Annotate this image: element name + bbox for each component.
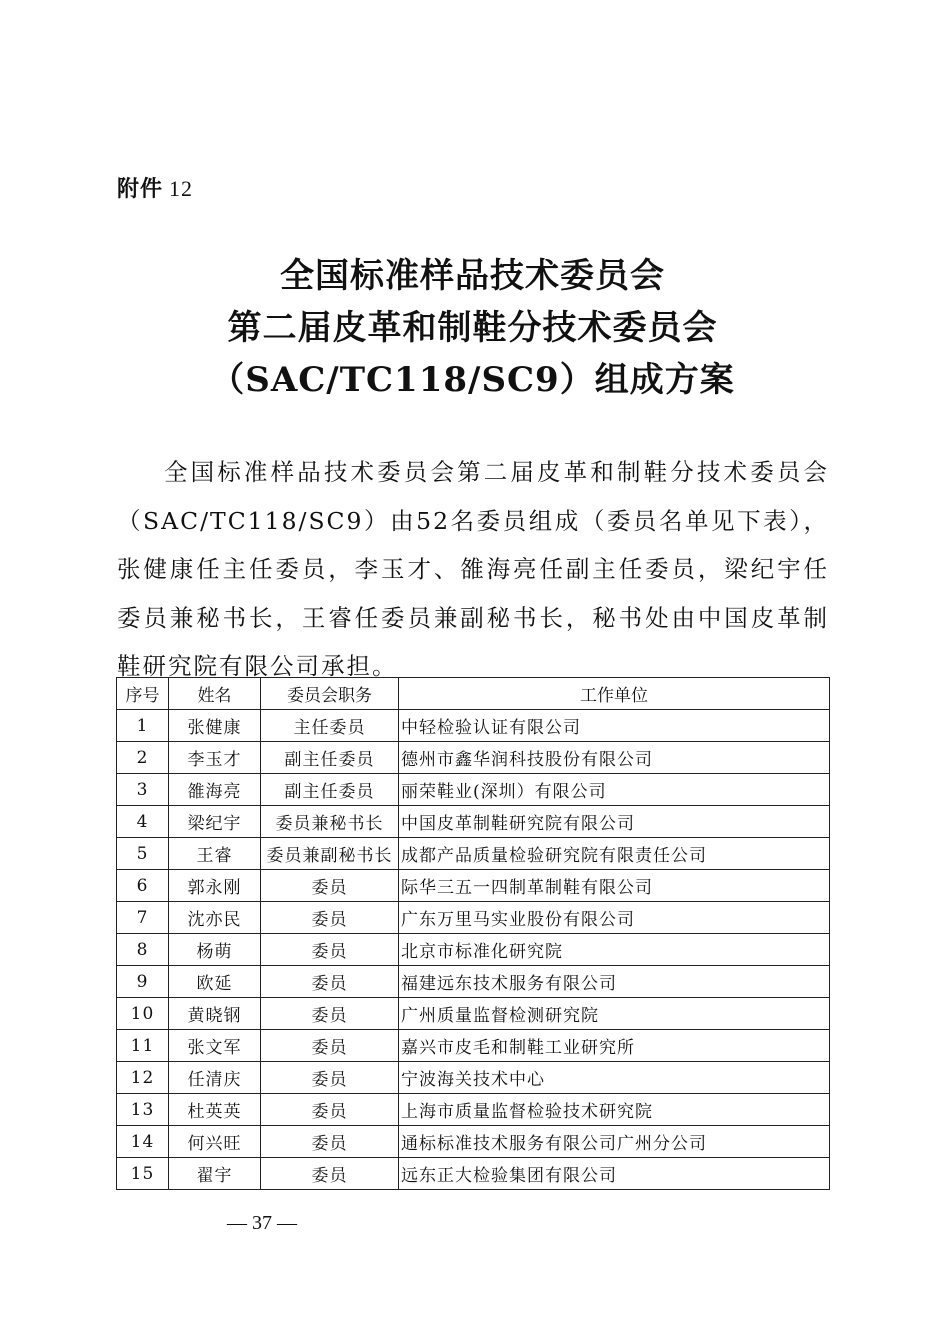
cell-organization: 嘉兴市皮毛和制鞋工业研究所 bbox=[399, 1030, 830, 1062]
table-row bbox=[117, 934, 830, 966]
header-role: 委员会职务 bbox=[261, 678, 399, 710]
cell-name: 张健康 bbox=[169, 710, 261, 742]
cell-organization: 宁波海关技术中心 bbox=[399, 1062, 830, 1094]
cell-index: 6 bbox=[117, 870, 169, 902]
cell-name: 张文军 bbox=[169, 1030, 261, 1062]
cell-organization: 中轻检验认证有限公司 bbox=[399, 710, 830, 742]
cell-organization: 丽荣鞋业(深圳）有限公司 bbox=[399, 774, 830, 806]
table-row bbox=[117, 902, 830, 934]
cell-role: 委员兼副秘书长 bbox=[261, 838, 399, 870]
cell-organization: 上海市质量监督检验技术研究院 bbox=[399, 1094, 830, 1126]
cell-organization: 远东正大检验集团有限公司 bbox=[399, 1158, 830, 1190]
table-row bbox=[117, 1126, 830, 1158]
cell-organization: 福建远东技术服务有限公司 bbox=[399, 966, 830, 998]
cell-organization: 北京市标准化研究院 bbox=[399, 934, 830, 966]
header-name: 姓名 bbox=[169, 678, 261, 710]
cell-name: 沈亦民 bbox=[169, 902, 261, 934]
cell-index: 5 bbox=[117, 838, 169, 870]
cell-organization: 成都产品质量检验研究院有限责任公司 bbox=[399, 838, 830, 870]
cell-role: 委员 bbox=[261, 966, 399, 998]
header-index: 序号 bbox=[117, 678, 169, 710]
cell-index: 11 bbox=[117, 1030, 169, 1062]
cell-name: 雒海亮 bbox=[169, 774, 261, 806]
cell-index: 7 bbox=[117, 902, 169, 934]
table-row bbox=[117, 870, 830, 902]
cell-name: 黄晓钢 bbox=[169, 998, 261, 1030]
cell-organization: 际华三五一四制革制鞋有限公司 bbox=[399, 870, 830, 902]
cell-name: 任清庆 bbox=[169, 1062, 261, 1094]
table-row bbox=[117, 710, 830, 742]
table-header-row bbox=[117, 678, 830, 710]
cell-organization: 德州市鑫华润科技股份有限公司 bbox=[399, 742, 830, 774]
cell-name: 杜英英 bbox=[169, 1094, 261, 1126]
cell-role: 委员 bbox=[261, 1094, 399, 1126]
cell-role: 委员 bbox=[261, 870, 399, 902]
cell-index: 3 bbox=[117, 774, 169, 806]
table-row bbox=[117, 1094, 830, 1126]
cell-name: 王睿 bbox=[169, 838, 261, 870]
cell-index: 9 bbox=[117, 966, 169, 998]
cell-name: 李玉才 bbox=[169, 742, 261, 774]
cell-role: 委员 bbox=[261, 998, 399, 1030]
document-title bbox=[0, 250, 945, 406]
cell-index: 4 bbox=[117, 806, 169, 838]
cell-index: 12 bbox=[117, 1062, 169, 1094]
cell-name: 郭永刚 bbox=[169, 870, 261, 902]
table-row bbox=[117, 1158, 830, 1190]
title-line: 第二届皮革和制鞋分技术委员会 bbox=[227, 308, 718, 348]
cell-name: 何兴旺 bbox=[169, 1126, 261, 1158]
table-row bbox=[117, 806, 830, 838]
cell-index: 2 bbox=[117, 742, 169, 774]
cell-index: 8 bbox=[117, 934, 169, 966]
cell-role: 副主任委员 bbox=[261, 774, 399, 806]
cell-name: 杨萌 bbox=[169, 934, 261, 966]
table-row bbox=[117, 774, 830, 806]
intro-paragraph-block bbox=[117, 448, 829, 691]
cell-role: 委员 bbox=[261, 1062, 399, 1094]
table-row bbox=[117, 998, 830, 1030]
table-row bbox=[117, 966, 830, 998]
cell-index: 1 bbox=[117, 710, 169, 742]
cell-role: 委员 bbox=[261, 902, 399, 934]
title-line: 全国标准样品技术委员会 bbox=[280, 256, 665, 296]
header-organization: 工作单位 bbox=[399, 678, 830, 710]
cell-index: 13 bbox=[117, 1094, 169, 1126]
cell-index: 10 bbox=[117, 998, 169, 1030]
cell-index: 14 bbox=[117, 1126, 169, 1158]
cell-role: 委员 bbox=[261, 1126, 399, 1158]
members-table bbox=[116, 677, 830, 1190]
page-number: — 37 — bbox=[227, 1212, 297, 1234]
cell-role: 委员兼秘书长 bbox=[261, 806, 399, 838]
table-body bbox=[117, 710, 830, 1190]
cell-role: 委员 bbox=[261, 1030, 399, 1062]
cell-role: 副主任委员 bbox=[261, 742, 399, 774]
title-line: （SAC/TC118/SC9）组成方案 bbox=[210, 360, 735, 400]
attachment-number: 12 bbox=[169, 176, 194, 201]
cell-organization: 广州质量监督检测研究院 bbox=[399, 998, 830, 1030]
intro-paragraph: 全国标准样品技术委员会第二届皮革和制鞋分技术委员会（SAC/TC118/SC9）由52名委员组成（委员名单见下表），张健康任主任委员，李玉才、雒海亮任副主任委员，梁纪宇任委员兼秘书长，王睿任委员兼副秘书长，秘书处由中国皮革制鞋研究院有限公司承担。 bbox=[117, 458, 829, 680]
cell-organization: 通标标准技术服务有限公司广州分公司 bbox=[399, 1126, 830, 1158]
attachment-label bbox=[117, 172, 193, 203]
cell-organization: 中国皮革制鞋研究院有限公司 bbox=[399, 806, 830, 838]
cell-name: 梁纪宇 bbox=[169, 806, 261, 838]
cell-index: 15 bbox=[117, 1158, 169, 1190]
cell-role: 主任委员 bbox=[261, 710, 399, 742]
table-row bbox=[117, 838, 830, 870]
cell-organization: 广东万里马实业股份有限公司 bbox=[399, 902, 830, 934]
cell-name: 翟宇 bbox=[169, 1158, 261, 1190]
attachment-word: 附件 bbox=[117, 177, 164, 202]
table-row bbox=[117, 1062, 830, 1094]
table-row bbox=[117, 1030, 830, 1062]
table-row bbox=[117, 742, 830, 774]
cell-role: 委员 bbox=[261, 1158, 399, 1190]
cell-name: 欧延 bbox=[169, 966, 261, 998]
cell-role: 委员 bbox=[261, 934, 399, 966]
